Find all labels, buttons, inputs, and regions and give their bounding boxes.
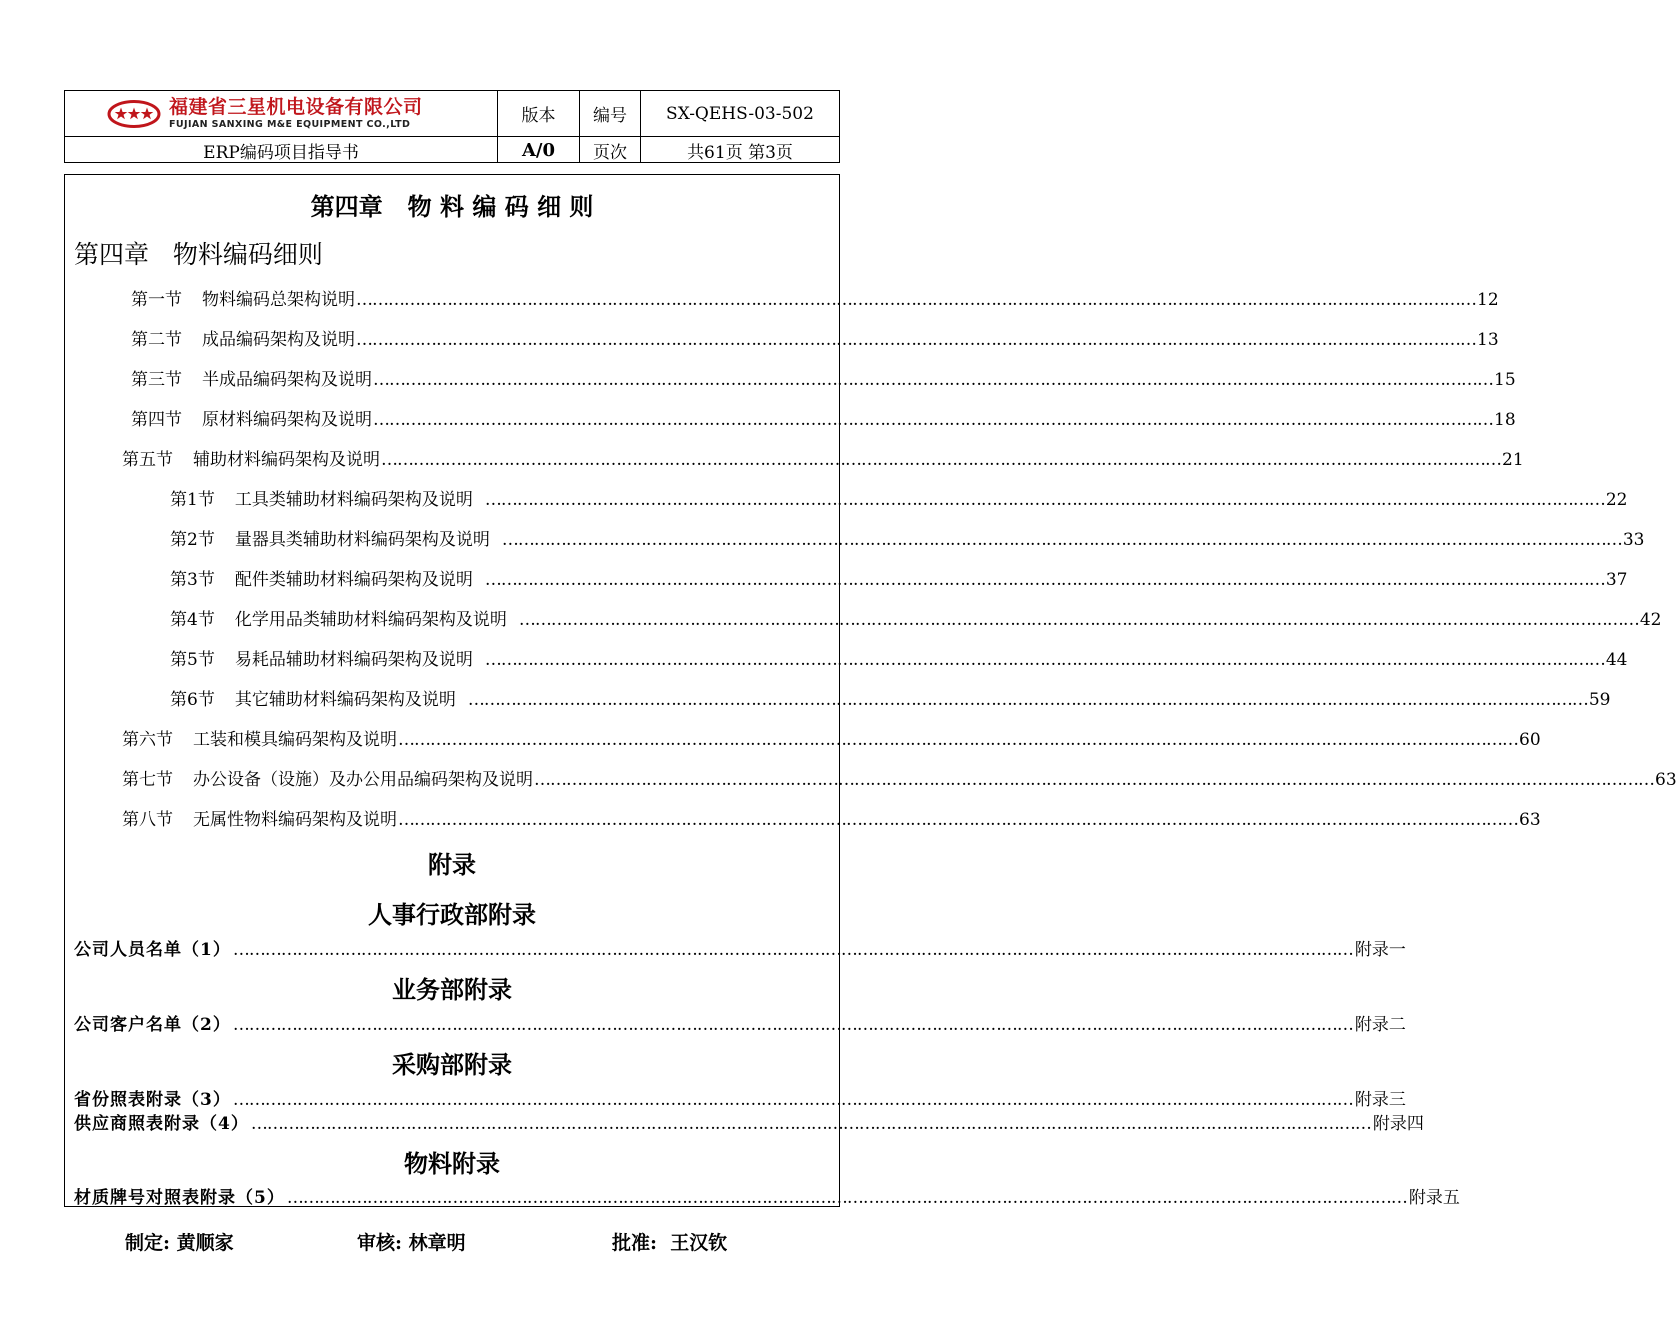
toc-entry[interactable] bbox=[170, 485, 1628, 510]
toc-leader-dots: ………………………………………………………………………………………………………………………………………………………………………………………… bbox=[398, 730, 1518, 750]
page-info: 共61页 第3页 bbox=[687, 142, 793, 163]
appendix-entry-label: 省份照表附录（3） bbox=[74, 1090, 231, 1110]
page-label: 页次 bbox=[593, 142, 627, 163]
toc-entry[interactable] bbox=[122, 805, 1541, 830]
toc-leader-dots: ………………………………………………………………………………………………………………………………………………………………………………………… bbox=[356, 330, 1476, 350]
toc-section-number: 第一节 bbox=[131, 290, 182, 310]
appendix-entry-label: 材质牌号对照表附录（5） bbox=[74, 1188, 285, 1208]
toc-section-number: 第八节 bbox=[122, 810, 173, 830]
appendix-ref: 附录五 bbox=[1408, 1188, 1460, 1208]
company-name-en: FUJIAN SANXING M&E EQUIPMENT CO.,LTD bbox=[169, 119, 411, 131]
appendix-section-title: 业务部附录 bbox=[392, 975, 512, 1004]
toc-section-title: 配件类辅助材料编码架构及说明 bbox=[234, 570, 473, 590]
toc-leader-dots: ………………………………………………………………………………………………………………………………………………………………………………………… bbox=[381, 450, 1501, 470]
toc-entry[interactable] bbox=[131, 405, 1516, 430]
toc-page-number: 22 bbox=[1605, 490, 1628, 510]
toc-page-number: 15 bbox=[1494, 370, 1516, 390]
appendix-entry-label: 公司客户名单（2） bbox=[74, 1015, 231, 1035]
toc-entry[interactable] bbox=[131, 325, 1499, 350]
appendix-section-title: 采购部附录 bbox=[392, 1050, 512, 1079]
version-label: 版本 bbox=[521, 106, 556, 126]
toc-entry[interactable] bbox=[170, 645, 1628, 670]
toc-leader-dots: ………………………………………………………………………………………………………………………………………………………………………………………… bbox=[373, 370, 1493, 390]
doc-number: SX-QEHS-03-502 bbox=[666, 103, 814, 124]
toc-leader-dots: ………………………………………………………………………………………………………………………………………………………………………………………… bbox=[484, 570, 1605, 590]
appendix-ref: 附录一 bbox=[1354, 940, 1406, 960]
toc-page-number: 63 bbox=[1519, 810, 1541, 830]
toc-section-title: 辅助材料编码架构及说明 bbox=[193, 450, 380, 470]
toc-section-number: 第七节 bbox=[122, 770, 173, 790]
toc-leader-dots: ………………………………………………………………………………………………………………………………………………………………………………………… bbox=[373, 410, 1493, 430]
company-name-cn: 福建省三星机电设备有限公司 bbox=[169, 96, 423, 119]
three-stars-emblem-icon bbox=[107, 99, 161, 129]
toc-entry[interactable] bbox=[131, 285, 1499, 310]
toc-section-number: 第2节 bbox=[170, 530, 215, 550]
appendix-leader-dots: ………………………………………………………………………………………………………………………………………………………………………………………… bbox=[232, 940, 1353, 960]
number-label: 编号 bbox=[593, 106, 627, 126]
toc-section-title: 化学用品类辅助材料编码架构及说明 bbox=[234, 610, 507, 630]
toc-section-number: 第三节 bbox=[131, 370, 182, 390]
toc-section-title: 成品编码架构及说明 bbox=[202, 330, 355, 350]
toc-page-number: 21 bbox=[1502, 450, 1524, 470]
appendix-leader-dots: ………………………………………………………………………………………………………………………………………………………………………………………… bbox=[286, 1188, 1407, 1208]
toc-section-number: 第3节 bbox=[170, 570, 215, 590]
toc-section-number: 第5节 bbox=[170, 650, 215, 670]
toc-section-title: 半成品编码架构及说明 bbox=[202, 370, 372, 390]
toc-page-number: 44 bbox=[1605, 650, 1628, 670]
toc-entry[interactable] bbox=[122, 765, 1677, 790]
toc-entry[interactable] bbox=[170, 565, 1628, 590]
appendix-leader-dots: ………………………………………………………………………………………………………………………………………………………………………………………… bbox=[232, 1090, 1353, 1110]
approved-by: 批准: 王汉钦 bbox=[612, 1232, 728, 1254]
toc-page-number: 37 bbox=[1605, 570, 1628, 590]
toc-page-number: 18 bbox=[1494, 410, 1516, 430]
company-logo bbox=[107, 97, 423, 131]
toc-leader-dots: ………………………………………………………………………………………………………………………………………………………………………………………… bbox=[356, 290, 1476, 310]
toc-section-title: 工装和模具编码架构及说明 bbox=[193, 730, 397, 750]
toc-section-number: 第六节 bbox=[122, 730, 173, 750]
toc-leader-dots: ………………………………………………………………………………………………………………………………………………………………………………………… bbox=[501, 530, 1622, 550]
appendix-ref: 附录三 bbox=[1354, 1090, 1406, 1110]
toc-section-title: 物料编码总架构说明 bbox=[202, 290, 355, 310]
toc-section-title: 易耗品辅助材料编码架构及说明 bbox=[234, 650, 473, 670]
toc-section-title: 无属性物料编码架构及说明 bbox=[193, 810, 397, 830]
toc-leader-dots: ………………………………………………………………………………………………………………………………………………………………………………………… bbox=[518, 610, 1639, 630]
appendix-leader-dots: ………………………………………………………………………………………………………………………………………………………………………………………… bbox=[250, 1114, 1371, 1134]
toc-leader-dots: ………………………………………………………………………………………………………………………………………………………………………………………… bbox=[467, 690, 1588, 710]
toc-entry[interactable] bbox=[122, 725, 1541, 750]
toc-section-title: 量器具类辅助材料编码架构及说明 bbox=[234, 530, 490, 550]
reviewed-by: 审核: 林章明 bbox=[357, 1232, 466, 1254]
toc-entry[interactable] bbox=[131, 365, 1516, 390]
appendix-entry[interactable] bbox=[74, 1085, 1406, 1110]
toc-page-number: 59 bbox=[1588, 690, 1611, 710]
toc-entry[interactable] bbox=[170, 525, 1645, 550]
toc-section-number: 第四节 bbox=[131, 410, 182, 430]
appendix-ref: 附录二 bbox=[1354, 1015, 1406, 1035]
header-table bbox=[64, 90, 840, 163]
appendix-section-title: 物料附录 bbox=[404, 1149, 500, 1178]
prepared-by: 制定: 黄顺家 bbox=[125, 1232, 234, 1254]
appendix-title: 附录 bbox=[428, 850, 476, 879]
toc-section-title: 其它辅助材料编码架构及说明 bbox=[234, 690, 456, 710]
content-frame bbox=[64, 174, 1677, 1208]
toc-page-number: 12 bbox=[1477, 290, 1499, 310]
toc-section-number: 第4节 bbox=[170, 610, 215, 630]
appendix-ref: 附录四 bbox=[1372, 1114, 1424, 1134]
toc-page-number: 63 bbox=[1655, 770, 1677, 790]
appendix-entry[interactable] bbox=[74, 1109, 1424, 1134]
appendix-entry-label: 公司人员名单（1） bbox=[74, 940, 231, 960]
appendix-entry[interactable] bbox=[74, 1183, 1460, 1208]
appendix-entry[interactable] bbox=[74, 935, 1406, 960]
toc-section-number: 第1节 bbox=[170, 490, 215, 510]
toc-heading: 第四章 物料编码细则 bbox=[74, 240, 323, 269]
toc-entry[interactable] bbox=[122, 445, 1524, 470]
chapter-title: 第四章 物 料 编 码 细 则 bbox=[310, 192, 594, 221]
version-value: A/0 bbox=[521, 139, 556, 161]
doc-title: ERP编码项目指导书 bbox=[203, 142, 359, 163]
toc-page-number: 13 bbox=[1477, 330, 1499, 350]
toc-section-title: 办公设备（设施）及办公用品编码架构及说明 bbox=[193, 770, 533, 790]
appendix-entry-label: 供应商照表附录（4） bbox=[74, 1114, 249, 1134]
toc-page-number: 33 bbox=[1622, 530, 1645, 550]
appendix-section-title: 人事行政部附录 bbox=[368, 900, 536, 929]
toc-page-number: 60 bbox=[1519, 730, 1541, 750]
toc-section-title: 原材料编码架构及说明 bbox=[202, 410, 372, 430]
toc-entry[interactable] bbox=[170, 605, 1662, 630]
toc-leader-dots: ………………………………………………………………………………………………………………………………………………………………………………………… bbox=[484, 490, 1605, 510]
toc-entry[interactable] bbox=[170, 685, 1611, 710]
toc-section-title: 工具类辅助材料编码架构及说明 bbox=[234, 490, 473, 510]
toc-page-number: 42 bbox=[1639, 610, 1662, 630]
toc-leader-dots: ………………………………………………………………………………………………………………………………………………………………………………………… bbox=[398, 810, 1518, 830]
toc-leader-dots: ………………………………………………………………………………………………………………………………………………………………………………………… bbox=[534, 770, 1654, 790]
toc-section-number: 第五节 bbox=[122, 450, 173, 470]
appendix-entry[interactable] bbox=[74, 1010, 1406, 1035]
toc-section-number: 第6节 bbox=[170, 690, 215, 710]
toc-leader-dots: ………………………………………………………………………………………………………………………………………………………………………………………… bbox=[484, 650, 1605, 670]
toc-section-number: 第二节 bbox=[131, 330, 182, 350]
appendix-leader-dots: ………………………………………………………………………………………………………………………………………………………………………………………… bbox=[232, 1015, 1353, 1035]
